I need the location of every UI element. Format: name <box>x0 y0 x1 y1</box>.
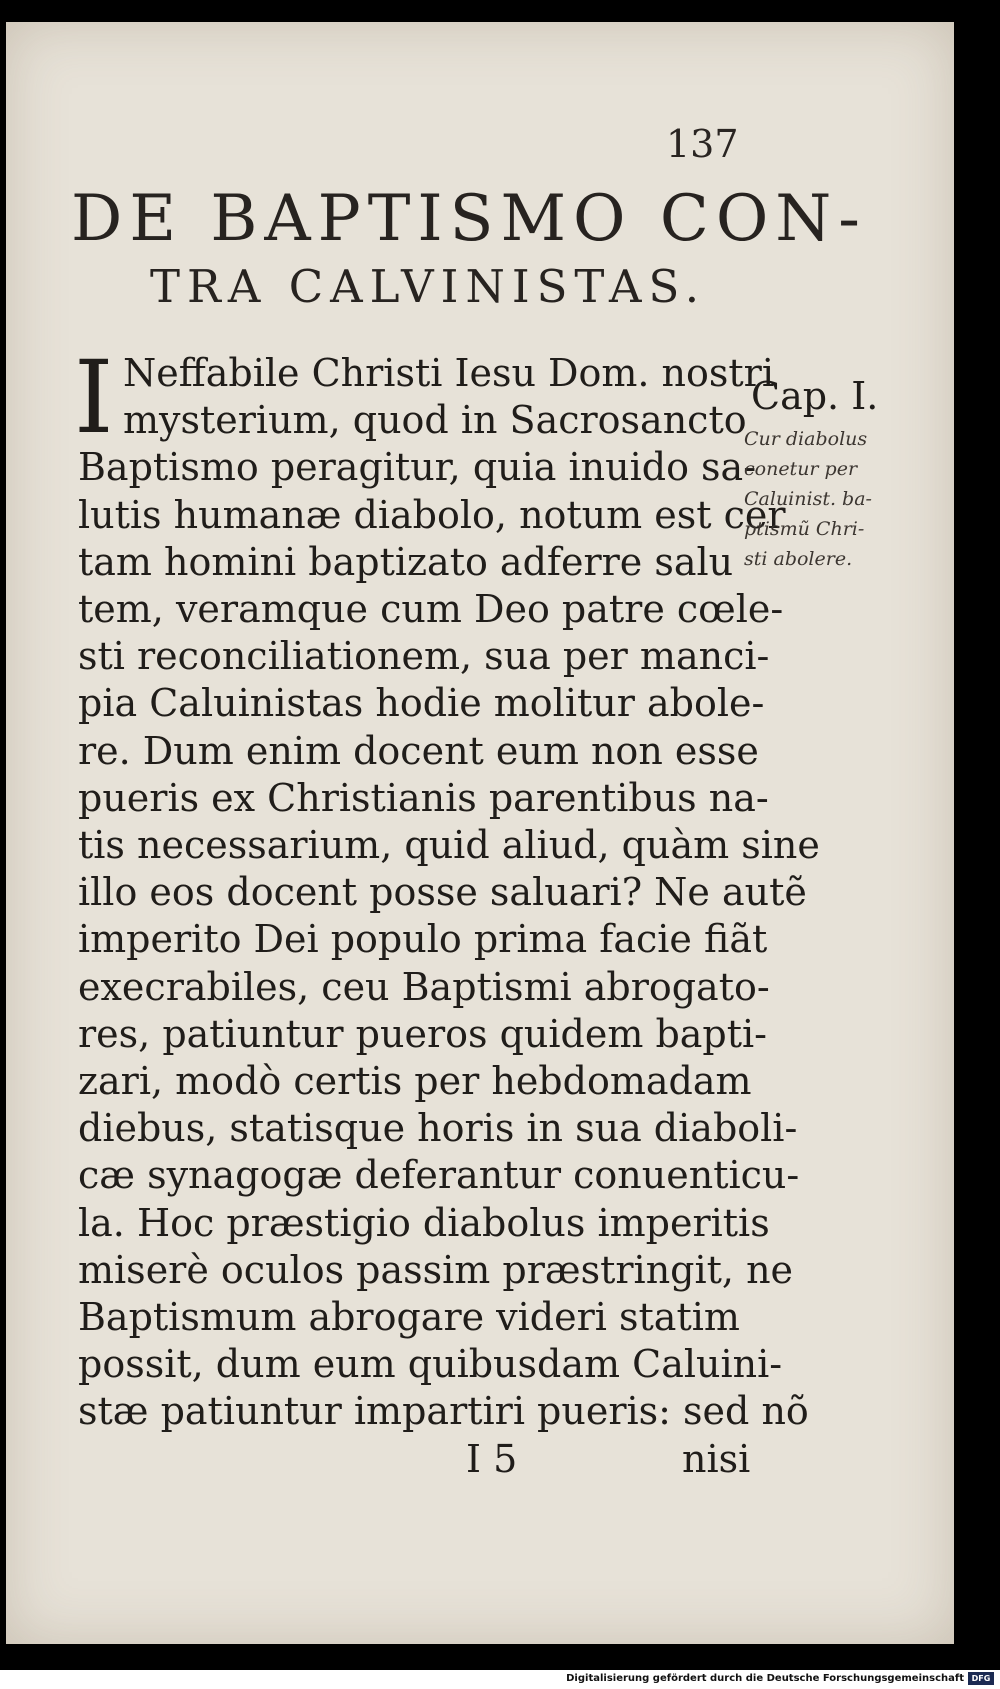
funding-credit: Digitalisierung gefördert durch die Deutsche Forschungsgemeinschaft <box>566 1673 964 1684</box>
text-line: illo eos docent posse saluari? Ne autẽ <box>78 870 807 915</box>
catchword: nisi <box>682 1437 751 1481</box>
text-line: execrabiles, ceu Baptismi abrogato- <box>78 964 770 1009</box>
marginal-note-line: conetur per <box>744 458 858 480</box>
text-line: pueris ex Christianis parentibus na- <box>78 775 769 820</box>
text-line: re. Dum enim docent eum non esse <box>78 728 759 773</box>
text-line: Neffabile Christi Iesu Dom. nostri <box>123 351 774 395</box>
marginal-note-line: Cur diabolus <box>744 428 868 450</box>
text-line: tam homini baptizato adferre salu <box>78 539 734 584</box>
text-line: miserè oculos passim præstringit, ne <box>78 1247 794 1292</box>
title-line-1: DE BAPTISMO CON- <box>71 182 867 256</box>
chapter-label: Cap. I. <box>751 374 879 418</box>
marginal-note-line: Caluinist. ba- <box>744 488 872 510</box>
text-line: tem, veramque cum Deo patre cœle- <box>78 587 784 632</box>
text-line: la. Hoc præstigio diabolus imperitis <box>78 1200 770 1245</box>
text-line: sti reconciliationem, sua per manci- <box>78 634 770 679</box>
dfg-logo: DFG <box>968 1672 994 1685</box>
text-line: Baptismo peragitur, quia inuido sa- <box>78 445 757 490</box>
text-line: stæ patiuntur impartiri pueris: sed nõ <box>78 1389 809 1434</box>
drop-cap: I <box>74 339 114 456</box>
marginal-note-line: sti abolere. <box>744 548 853 570</box>
text-line: possit, dum eum quibusdam Caluini- <box>78 1342 783 1387</box>
text-line: cæ synagogæ deferantur conuenticu- <box>78 1153 800 1198</box>
signature-mark: I 5 <box>466 1437 518 1481</box>
text-line: diebus, statisque horis in sua diaboli- <box>78 1106 798 1151</box>
text-line: Baptismum abrogare videri statim <box>78 1295 740 1340</box>
text-line: tis necessarium, quid aliud, quàm sine <box>78 823 820 868</box>
marginal-note-line: ptismũ Chri- <box>744 518 865 540</box>
text-line: imperito Dei populo prima facie fiãt <box>78 917 768 962</box>
page-number: 137 <box>666 122 739 166</box>
text-line: mysterium, quod in Sacrosancto <box>123 398 747 443</box>
marginal-note <box>744 424 894 574</box>
text-line: zari, modò certis per hebdomadam <box>78 1059 752 1104</box>
text-line: pia Caluinistas hodie molitur abole- <box>78 681 765 726</box>
book-page <box>6 22 954 1644</box>
text-line: res, patiuntur pueros quidem bapti- <box>78 1011 768 1056</box>
title-line-2: TRA CALVINISTAS. <box>150 260 707 313</box>
text-line: lutis humanæ diabolo, notum est cer <box>78 492 786 537</box>
